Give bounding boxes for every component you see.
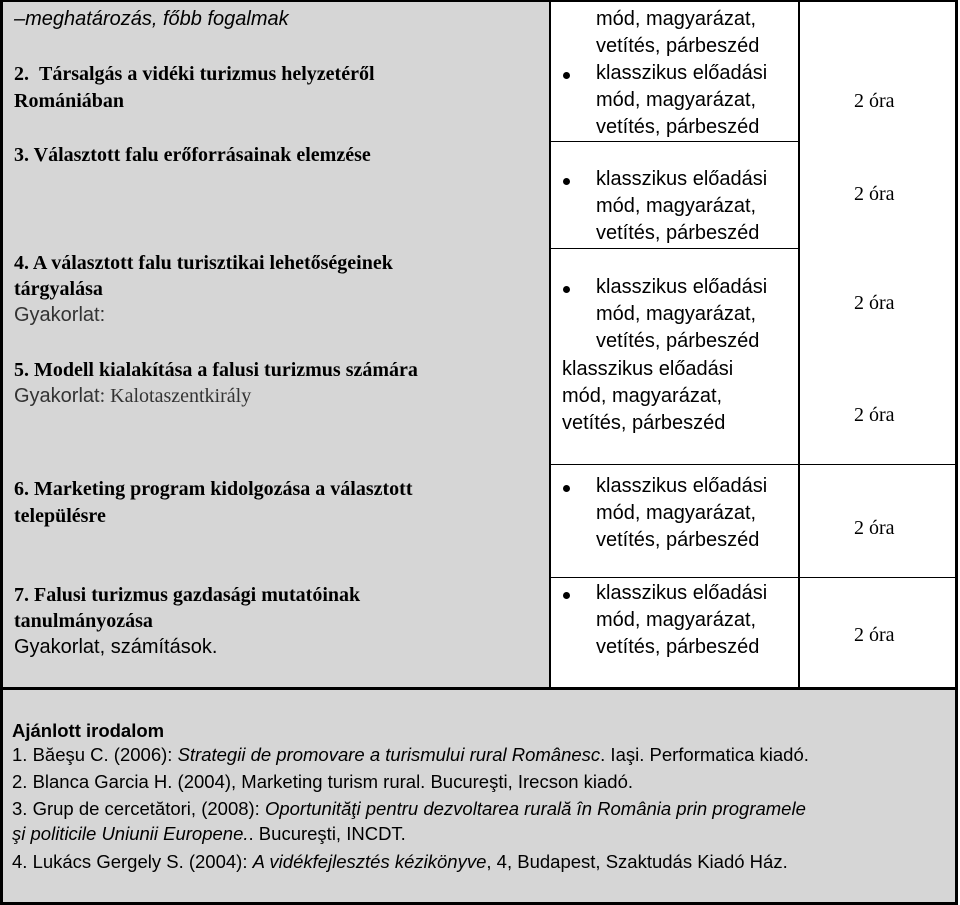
topic-6-line2: településre [14,505,106,527]
topic-4-line2: tárgyalása [14,278,103,300]
literature-divider [0,687,958,690]
method-block-7: klasszikus előadási mód, magyarázat, vetítés, párbeszéd [596,582,768,658]
literature-item-2: 2. Blanca Garcia H. (2004), Marketing turism rural. Bucureşti, Irecson kiadó. [12,771,634,792]
table-border-top [0,0,958,2]
topic-4-note: Gyakorlat: [14,304,106,326]
hours-cell: 2 óra [854,624,895,646]
literature-item-1: 1. Băeşu C. (2006): Strategii de promovare a turismului rural Românesc. Iaşi. Performatica kiadó. [12,744,809,765]
hours-cell: 2 óra [854,90,895,112]
row-divider-3 [551,464,956,465]
topic-5-line1: 5. Modell kialakítása a falusi turizmus számára [14,359,418,381]
hours-cell: 2 óra [854,404,895,426]
topic-2-line2: Romániában [14,90,125,112]
topic-7-note: Gyakorlat, számítások. [14,636,218,658]
method-block-6: klasszikus előadási mód, magyarázat, vetítés, párbeszéd [596,475,768,551]
literature-heading: Ajánlott irodalom [12,720,165,741]
topic-intro: –meghatározás, főbb fogalmak [14,8,289,30]
topic-3: 3. Választott falu erőforrásainak elemzése [14,144,371,166]
topic-2-line1: 2. Társalgás a vidéki turizmus helyzetéről [14,63,375,85]
row-divider-1 [551,141,798,142]
method-block-2: klasszikus előadási mód, magyarázat, vetítés, párbeszéd [596,62,768,138]
topic-7-line2: tanulmányozása [14,610,153,632]
method-block-3: klasszikus előadási mód, magyarázat, vetítés, párbeszéd [596,168,768,244]
topic-7-line1: 7. Falusi turizmus gazdasági mutatóinak [14,584,361,606]
hours-cell: 2 óra [854,292,895,314]
row-divider-2 [551,248,798,249]
method-block-5: klasszikus előadási mód, magyarázat, vetítés, párbeszéd [562,358,734,434]
bullet-icon [563,592,570,599]
bullet-icon [563,485,570,492]
hours-cell: 2 óra [854,517,895,539]
literature-item-3-cont: şi politicile Uniunii Europene.. Bucureşti, INCDT. [12,823,406,844]
row-divider-4 [551,577,956,578]
table-border-left [0,0,3,905]
column-divider-2 [798,0,800,689]
bullet-icon [563,72,570,79]
literature-item-4: 4. Lukács Gergely S. (2004): A vidékfejlesztés kézikönyve, 4, Budapest, Szaktudás Kiadó Ház. [12,851,788,872]
topic-5-note: Gyakorlat: Kalotaszentkirály [14,385,252,407]
method-block-4: klasszikus előadási mód, magyarázat, vetítés, párbeszéd [596,276,768,352]
hours-cell: 2 óra [854,183,895,205]
literature-item-3: 3. Grup de cercetători, (2008): Oportunităţi pentru dezvoltarea rurală în România prin programele [12,798,806,819]
bullet-icon [563,286,570,293]
column-divider-1 [549,0,551,689]
topic-6-line1: 6. Marketing program kidolgozása a választott [14,478,413,500]
method-partial-top: mód, magyarázat, vetítés, párbeszéd [596,8,760,57]
bullet-icon [563,178,570,185]
table-border-right [955,0,958,905]
topic-4-line1: 4. A választott falu turisztikai lehetőségeinek [14,252,393,274]
